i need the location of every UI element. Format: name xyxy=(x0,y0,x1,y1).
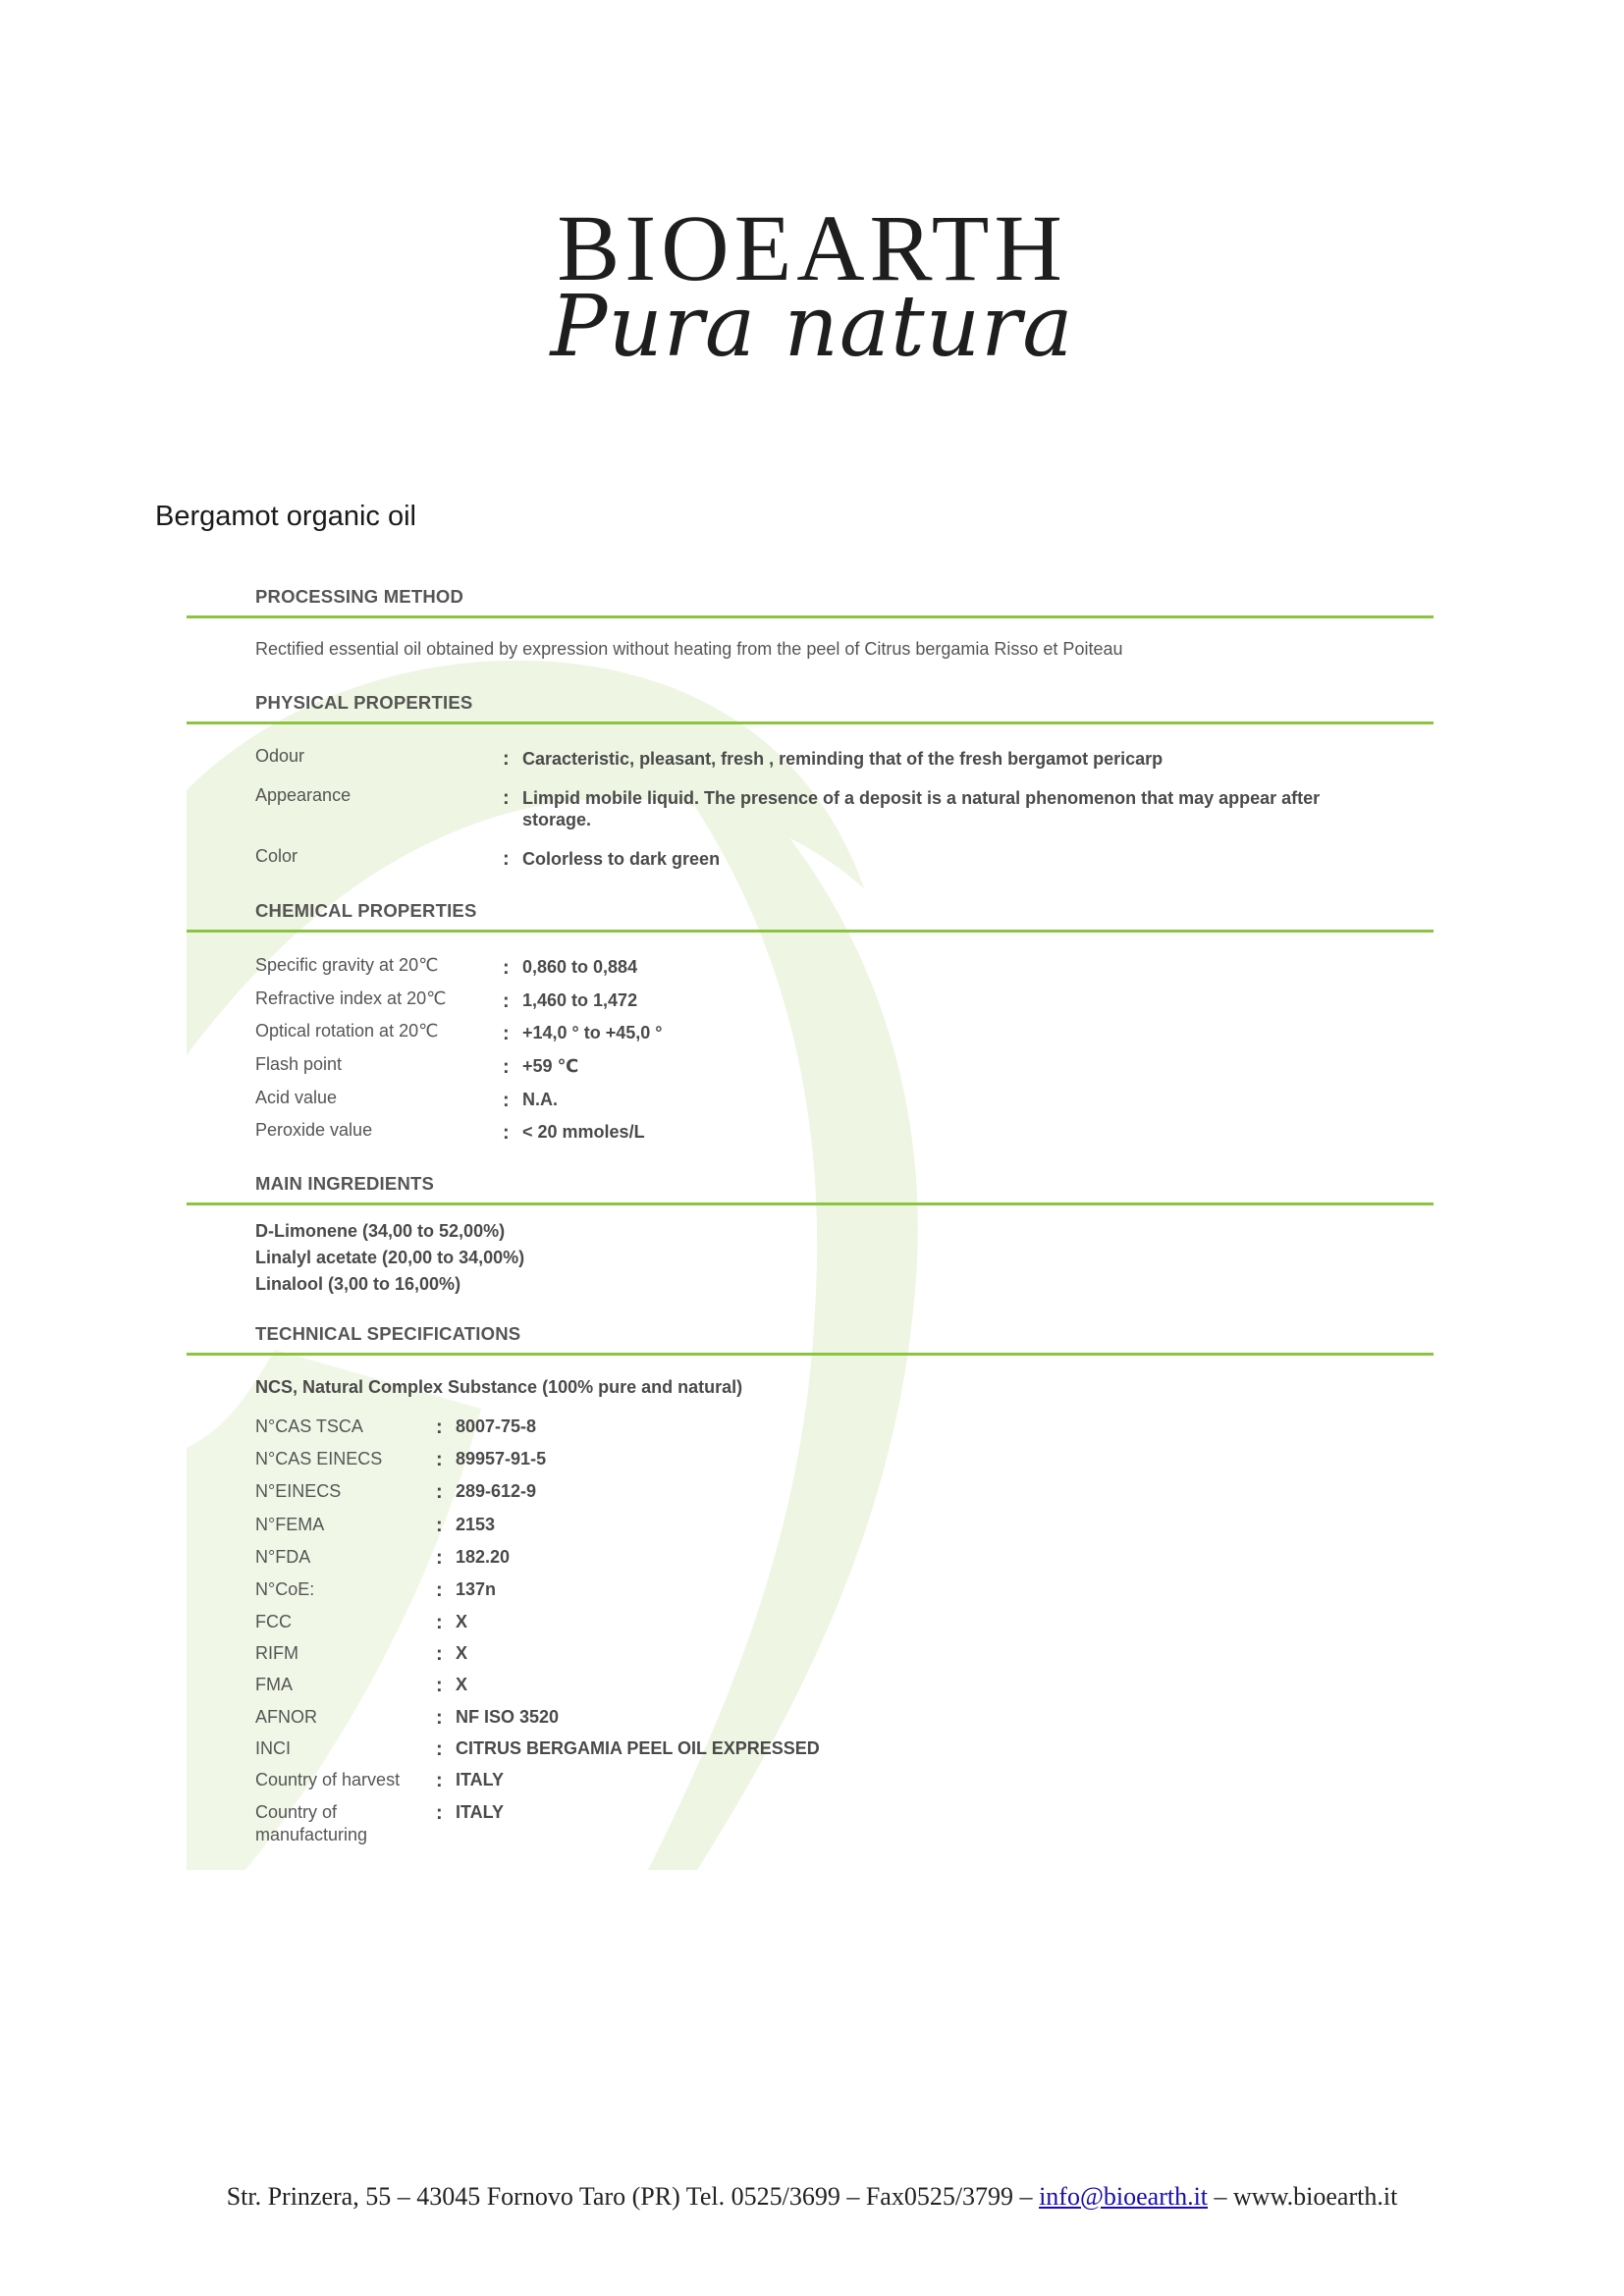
ingredient-item: D-Limonene (34,00 to 52,00%) xyxy=(255,1221,506,1241)
property-label: Appearance xyxy=(255,785,352,805)
spec-label: FMA xyxy=(255,1675,293,1694)
colon: : xyxy=(436,1481,443,1503)
physical-properties-heading: PHYSICAL PROPERTIES xyxy=(255,692,473,713)
colon: : xyxy=(436,1802,443,1824)
colon: : xyxy=(436,1643,443,1665)
section-divider xyxy=(187,1353,1434,1356)
spec-value: 182.20 xyxy=(456,1547,511,1567)
property-value: +14,0 ° to +45,0 ° xyxy=(522,1023,663,1042)
footer-email-link[interactable]: info@bioearth.it xyxy=(1039,2182,1209,2211)
spec-label: INCI xyxy=(255,1738,291,1758)
footer xyxy=(0,2182,1624,2212)
colon: : xyxy=(436,1547,443,1569)
spec-label: N°CAS TSCA xyxy=(255,1416,363,1436)
property-label: Color xyxy=(255,846,298,866)
spec-value: ITALY xyxy=(456,1802,505,1822)
ingredient-item: Linalool (3,00 to 16,00%) xyxy=(255,1274,461,1294)
footer-address: Str. Prinzera, 55 – 43045 Fornovo Taro (PR) Tel. 0525/3699 – Fax0525/3799 – xyxy=(226,2182,1040,2211)
spec-label: N°CAS EINECS xyxy=(255,1449,383,1468)
document-title: Bergamot organic oil xyxy=(155,501,416,532)
spec-value: 137n xyxy=(456,1579,497,1599)
colon: : xyxy=(436,1515,443,1536)
spec-value: 2153 xyxy=(456,1515,496,1534)
property-value: 1,460 to 1,472 xyxy=(522,990,638,1010)
main-ingredients-heading: MAIN INGREDIENTS xyxy=(255,1173,435,1194)
spec-label: FCC xyxy=(255,1612,292,1631)
property-value: Colorless to dark green xyxy=(522,849,721,869)
spec-label-continued: manufacturing xyxy=(255,1825,368,1844)
spec-label: RIFM xyxy=(255,1643,298,1663)
spec-value: 89957-91-5 xyxy=(456,1449,547,1468)
colon: : xyxy=(503,1122,510,1144)
spec-value: 289-612-9 xyxy=(456,1481,537,1501)
property-label: Optical rotation at 20℃ xyxy=(255,1021,439,1041)
property-value: Caracteristic, pleasant, fresh , reminding that of the fresh bergamot pericarp xyxy=(522,749,1164,769)
processing-method-text: Rectified essential oil obtained by expression without heating from the peel of Citrus bergamia Risso et Poiteau xyxy=(255,639,1123,659)
property-label: Acid value xyxy=(255,1088,338,1107)
colon: : xyxy=(436,1449,443,1470)
spec-value: CITRUS BERGAMIA PEEL OIL EXPRESSED xyxy=(456,1738,820,1758)
property-label: Peroxide value xyxy=(255,1120,373,1140)
spec-label: Country of xyxy=(255,1802,338,1822)
colon: : xyxy=(436,1612,443,1633)
spec-value: 8007-75-8 xyxy=(456,1416,537,1436)
section-divider xyxy=(187,1202,1434,1205)
colon: : xyxy=(503,990,510,1012)
spec-value: NF ISO 3520 xyxy=(456,1707,560,1727)
colon: : xyxy=(436,1675,443,1696)
spec-value: ITALY xyxy=(456,1770,505,1789)
property-value-continued: storage. xyxy=(522,810,592,829)
property-value: 0,860 to 0,884 xyxy=(522,957,638,977)
colon: : xyxy=(503,1090,510,1111)
property-value: N.A. xyxy=(522,1090,558,1109)
spec-sheet xyxy=(187,564,1435,1870)
spec-label: N°FEMA xyxy=(255,1515,325,1534)
colon: : xyxy=(436,1738,443,1760)
spec-label: AFNOR xyxy=(255,1707,317,1727)
spec-label: N°EINECS xyxy=(255,1481,342,1501)
technical-specifications-heading: TECHNICAL SPECIFICATIONS xyxy=(255,1323,521,1344)
colon: : xyxy=(436,1579,443,1601)
section-divider xyxy=(187,615,1434,618)
colon: : xyxy=(503,957,510,979)
ingredient-item: Linalyl acetate (20,00 to 34,00%) xyxy=(255,1248,525,1267)
colon: : xyxy=(436,1416,443,1438)
colon: : xyxy=(503,1056,510,1078)
colon: : xyxy=(436,1770,443,1791)
property-value: +59 ℃ xyxy=(522,1056,579,1076)
property-label: Specific gravity at 20℃ xyxy=(255,955,439,975)
brand-tagline: Pura natura xyxy=(550,278,1074,376)
spec-label: N°FDA xyxy=(255,1547,311,1567)
technical-intro: NCS, Natural Complex Substance (100% pure and natural) xyxy=(255,1377,743,1397)
spec-value: X xyxy=(456,1675,468,1694)
spec-label: N°CoE: xyxy=(255,1579,315,1599)
property-value: Limpid mobile liquid. The presence of a deposit is a natural phenomenon that may appear after xyxy=(522,788,1321,808)
chemical-properties-heading: CHEMICAL PROPERTIES xyxy=(255,900,477,921)
processing-method-heading: PROCESSING METHOD xyxy=(255,586,464,607)
colon: : xyxy=(503,1023,510,1044)
brand-logo: BIOEARTH xyxy=(557,195,1067,300)
section-divider xyxy=(187,930,1434,933)
property-value: < 20 mmoles/L xyxy=(522,1122,645,1142)
footer-website: – www.bioearth.it xyxy=(1208,2182,1398,2211)
property-label: Flash point xyxy=(255,1054,343,1074)
spec-value: X xyxy=(456,1643,468,1663)
spec-value: X xyxy=(456,1612,468,1631)
colon: : xyxy=(503,748,510,770)
colon: : xyxy=(436,1707,443,1729)
property-label: Odour xyxy=(255,746,305,766)
colon: : xyxy=(503,848,510,870)
section-divider xyxy=(187,721,1434,724)
colon: : xyxy=(503,787,510,809)
spec-label: Country of harvest xyxy=(255,1770,401,1789)
property-label: Refractive index at 20℃ xyxy=(255,988,447,1008)
